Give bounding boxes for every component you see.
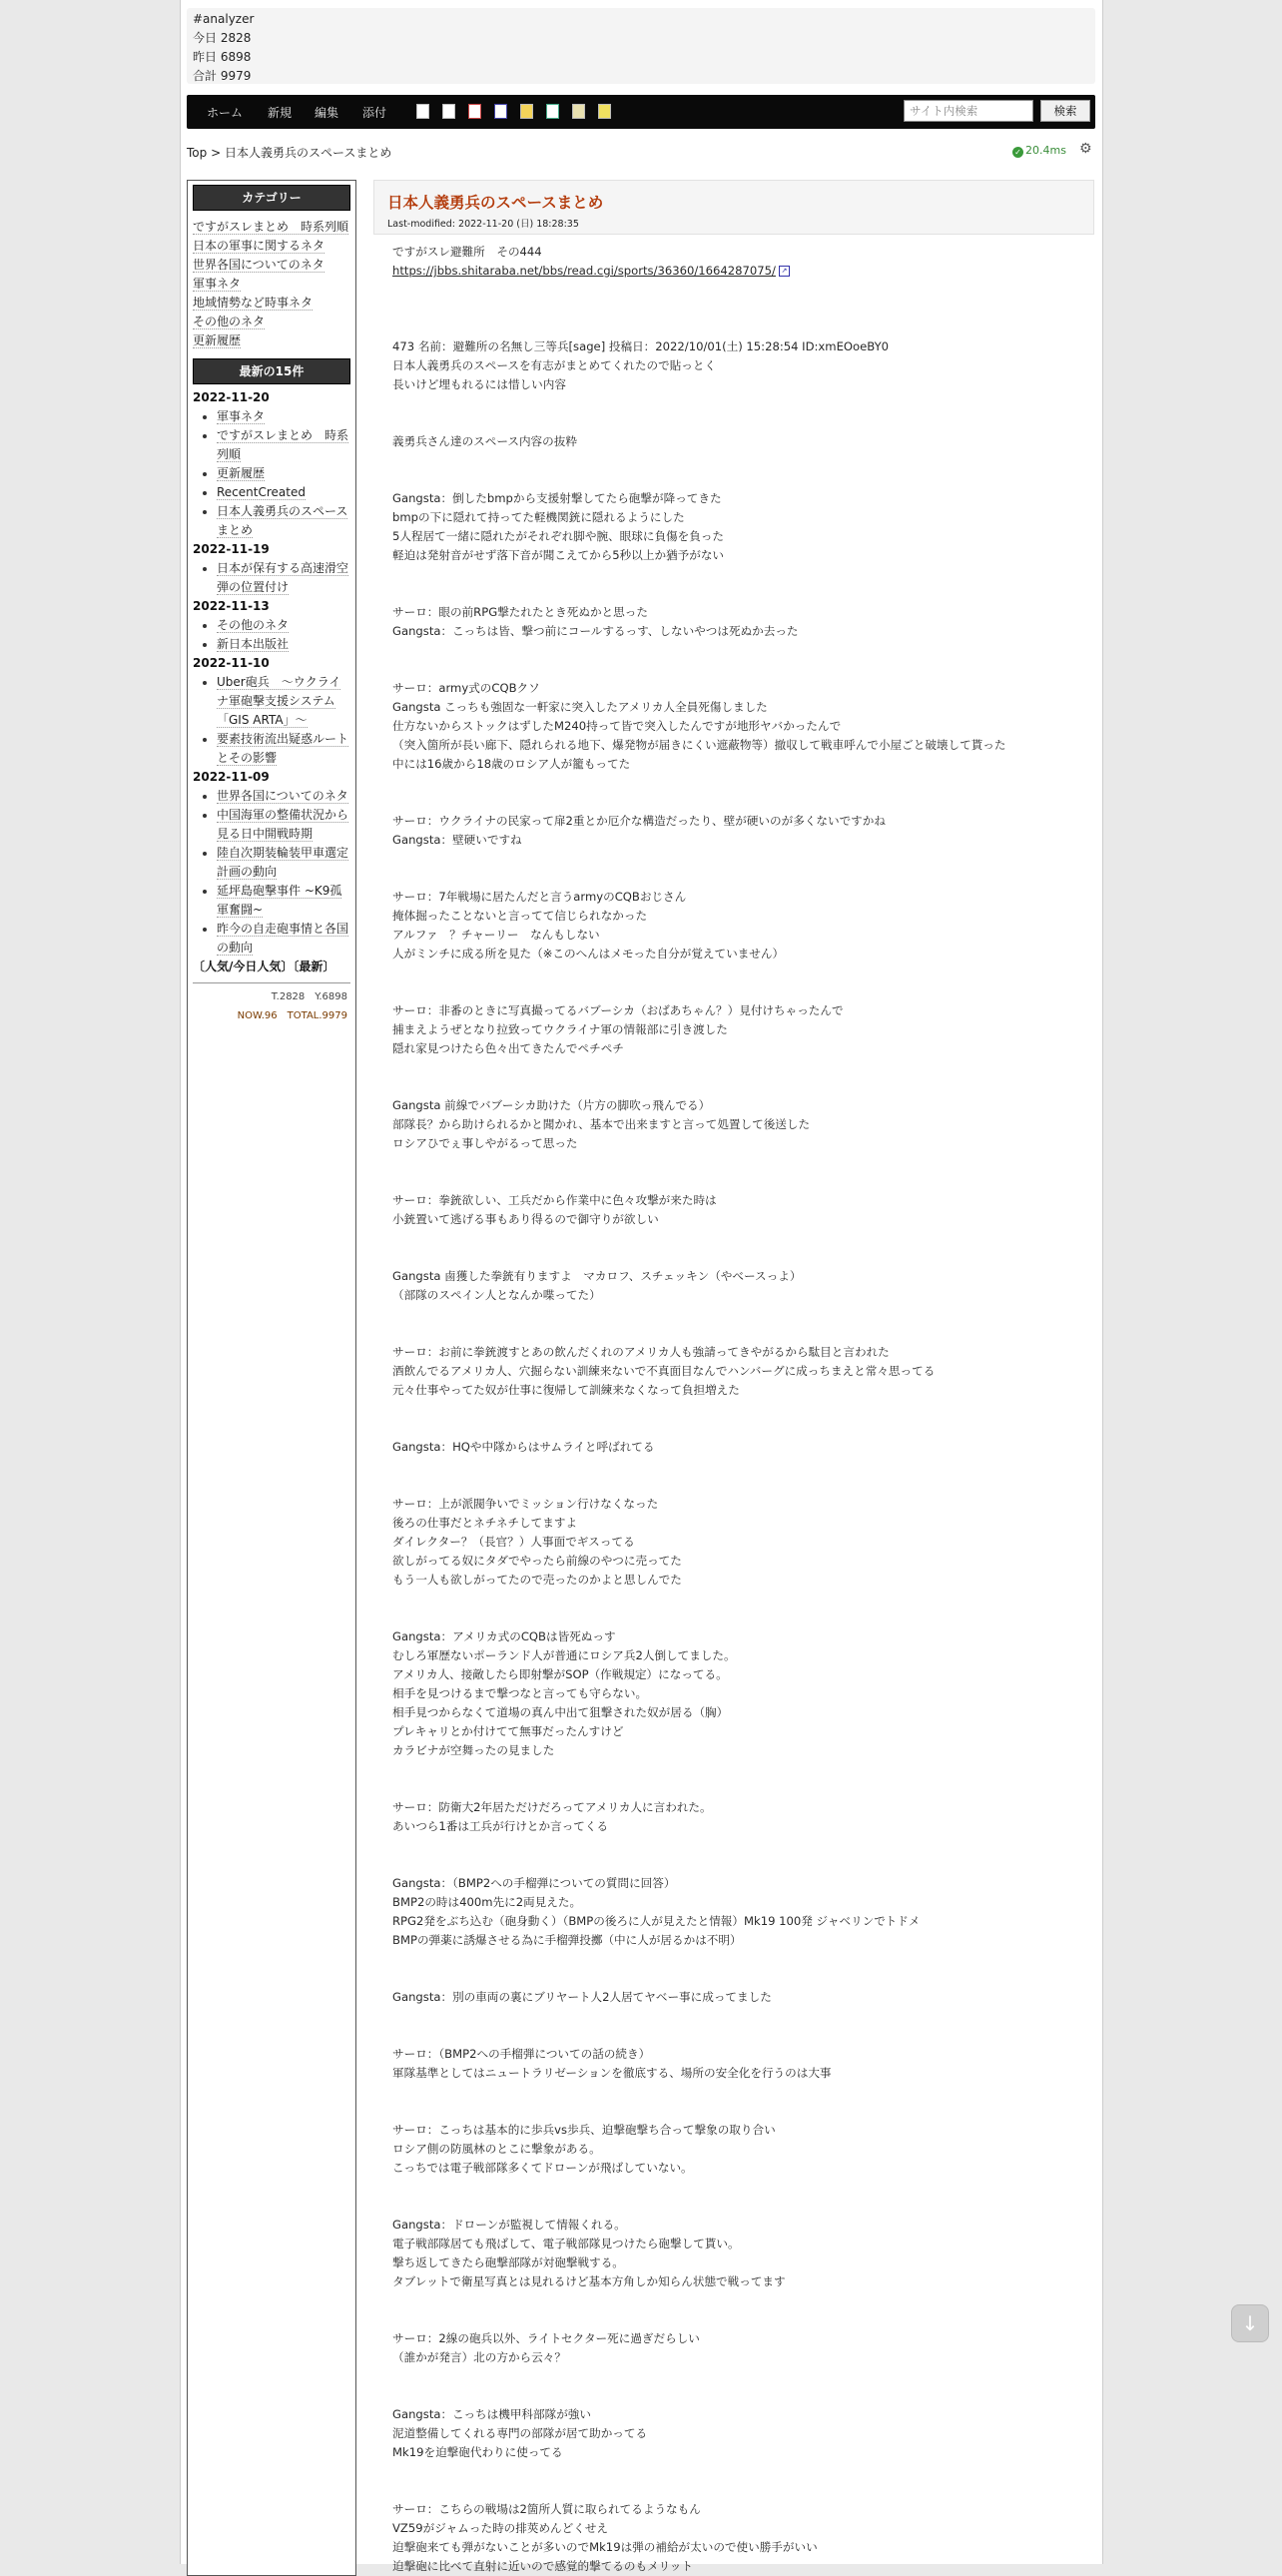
blank-line [392,451,1091,470]
blank-line [392,1058,1091,1077]
body-line: 迫撃砲に比べて直射に近いので感覚的撃てるのもメリット [392,2559,693,2573]
category-list [188,215,355,354]
blank-line [392,470,1091,489]
blank-line [392,1609,1091,1627]
blank-line [392,1950,1091,1969]
list-icon[interactable] [546,104,559,119]
sidebar-divider [193,982,350,983]
blank-line [392,1172,1091,1191]
breadcrumb-top-link[interactable]: Top [187,146,208,160]
blank-line [392,281,1091,300]
counter-now: NOW.96 TOTAL.9979 [237,1010,347,1021]
recent-link[interactable]: 日本人義勇兵のスペースまとめ [217,504,348,537]
category-heading: カテゴリー [193,185,350,211]
analyzer-total: 合計 9979 [193,69,252,83]
body-line: 欲しがってる奴にタダでやったら前線のやつに売ってた [392,1554,682,1568]
blank-line [392,300,1091,319]
body-line: アルファ ？チャーリー なんもしない [392,928,600,942]
blank-line [392,1077,1091,1096]
blank-line [392,2102,1091,2121]
body-line: 捕まえようぜとなり拉致ってウクライナ軍の情報部に引き渡した [392,1022,728,1036]
recent-list [188,673,355,768]
help-icon[interactable] [598,104,611,119]
body-line: サーロ：（BMP2への手榴弾についての話の続き） [392,2047,651,2061]
blank-line [392,793,1091,812]
body-line: 泥道整備してくれる専門の部隊が居て助かってる [392,2426,648,2440]
body-line: 隠れ家見つけたら色々出てきたんでペチペチ [392,1041,624,1055]
recent-date: 2022-11-19 [193,542,270,556]
blank-line [392,584,1091,603]
body-line: Gangsta：別の車両の裏にブリヤート人2人居てヤベー事に成ってました [392,1990,772,2004]
blank-line [392,660,1091,679]
recent-link[interactable]: 中国海軍の整備状況から見る日中開戦時期 [217,808,349,841]
recent-list [188,616,355,654]
blank-line [392,2481,1091,2500]
body-line: サーロ：2線の砲兵以外、ライトセクター死に過ぎだらしい [392,2331,700,2345]
body-line: 日本人義勇兵のスペースを有志がまとめてくれたので貼っとく [392,358,717,372]
recent-list [188,787,355,958]
recent-list [188,407,355,540]
recent-link[interactable]: 更新履歴 [217,466,266,480]
recent-link[interactable]: 軍事ネタ [217,409,266,423]
pdf-icon[interactable] [468,104,481,119]
recent-link[interactable]: 昨今の自走砲事情と各国の動向 [217,922,349,955]
backup-icon[interactable] [442,104,455,119]
body-line: サーロ：非番のときに写真撮ってるバブーシカ（おばあちゃん？）見付けちゃったんで [392,1003,844,1017]
blank-line [392,2007,1091,2026]
body-line: Gangsta：ドローンが監視して情報くれる。 [392,2218,626,2232]
body-line: タブレットで衛星写真とは見れるけど基本方角しか知らん状態で戦ってます [392,2274,786,2288]
body-line: サーロ：7年戦場に居たんだと言うarmyのCQBおじさん [392,890,687,904]
body-line: （突入箇所が長い廊下、隠れられる地下、爆発物が届きにくい遮蔽物等）撤収して戦車呼んで小屋ごと破壊して貰った [392,738,1006,752]
blank-line [392,1476,1091,1495]
blank-line [392,1229,1091,1248]
body-line: サーロ：拳銃欲しい、工兵だから作業中に色々攻撃が来た時は [392,1193,717,1207]
blank-line [392,2367,1091,2386]
attach-icon[interactable] [520,104,533,119]
blank-line [392,774,1091,793]
recent-link[interactable]: Uber砲兵 ～ウクライナ軍砲撃支援システム「GIS ARTA」～ [217,675,341,727]
last-modified: Last-modified: 2022-11-20 (日) 18:28:35 [387,219,579,230]
page-wrapper [180,0,1103,2573]
blank-line [392,850,1091,869]
breadcrumb [187,144,391,161]
blank-line [392,1760,1091,1779]
category-link[interactable]: 世界各国についてのネタ [193,258,324,272]
blank-line [392,1457,1091,1476]
body-line: サーロ：防衛大2年居ただけだろってアメリカ人に言われた。 [392,1800,712,1814]
body-line: 人がミンチに成る所を見た（※このへんはメモった自分が覚えていません） [392,947,785,961]
check-icon: ✓ [1012,147,1023,158]
body-line: Gangsta 前線でバブーシカ助けた（片方の脚吹っ飛んでる） [392,1098,711,1112]
body-line: 軽迫は発射音がせず落下音が聞こえてから5秒以上か猶予がない [392,548,725,562]
recent-link[interactable]: 新日本出版社 [217,637,290,651]
render-time-value: 20.4ms [1025,144,1066,157]
body-line: ロシア側の防風林のとこに撃象がある。 [392,2142,601,2156]
render-time [1012,144,1066,158]
body-line: サーロ：眼の前RPG撃たれたとき死ぬかと思った [392,605,648,619]
body-line: Mk19を迫撃砲代わりに使ってる [392,2445,563,2459]
blank-line [392,964,1091,982]
recent-link[interactable]: ですがスレまとめ 時系列順 [217,428,349,461]
title-box [373,180,1094,235]
category-link[interactable]: 軍事ネタ [193,277,242,291]
body-line [392,262,1091,281]
body-line: 中には16歳から18歳のロシア人が籠もってた [392,757,631,771]
body-line: 473 名前：避難所の名無し三等兵[sage] 投稿日：2022/10/01(土) 15:28:54 ID:xmEOoeBY0 [392,339,890,353]
body-line: カラビナが空舞ったの見ました [392,1743,555,1757]
body-line: Gangsta：倒したbmpから支援射撃してたら砲撃が降ってきた [392,491,722,505]
body-line: Gangsta：こっちは機甲科部隊が強い [392,2407,591,2421]
analyzer-yesterday: 昨日 6898 [193,50,252,64]
body-line: むしろ軍歴ないポーランド人が普通にロシア兵2人倒してました。 [392,1648,736,1662]
body-line: こっちでは電子戦部隊多くてドローンが飛ばしていない。 [392,2161,693,2175]
body-line: サーロ：ウクライナの民家って扉2重とか厄介な構造だったり、壁が硬いのが多くないですかね [392,814,886,828]
nav-attach-link[interactable]: 添付 [362,106,387,120]
body-line: 後ろの仕事だとネチネチしてますよ [392,1516,578,1530]
body-line: 義勇兵さん達のスペース内容の抜粋 [392,434,577,448]
nav-edit-link[interactable]: 編集 [315,106,339,120]
blank-line [392,869,1091,888]
blank-line [392,2310,1091,2329]
recent-date: 2022-11-20 [193,390,270,404]
body-line: あいつら1番は工兵が行けとか言ってくる [392,1819,609,1833]
blank-line [392,1590,1091,1609]
body-line: 電子戦部隊居ても飛ばして、電子戦部隊見つけたら砲撃して貰い。 [392,2237,740,2251]
body-line: ですがスレ避難所 その444 [392,245,542,259]
analyzer-today: 今日 2828 [193,31,252,45]
body-line: Gangsta：（BMP2への手榴弾についての質問に回答） [392,1876,676,1890]
breadcrumb-separator: > [207,146,225,160]
body-line: もう一人も欲しがってたので売ったのかよと思しんでた [392,1573,682,1587]
body-line: 元々仕事やってた奴が仕事に復帰して訓練来なくなって負担増えた [392,1383,740,1397]
body-line: 仕方ないからストックはずしたM240持って皆で突入したんですが地形ヤバかったんで [392,719,842,733]
category-link[interactable]: その他のネタ [193,315,266,328]
body-line: VZ59がジャムった時の排莢めんどくせえ [392,2521,609,2535]
body-line: プレキャリとか付けてて無事だったんすけど [392,1724,624,1738]
diff-icon[interactable] [416,104,429,119]
blank-line [392,2386,1091,2405]
body-line: （部隊のスペイン人となんか喋ってた） [392,1288,601,1302]
blank-line [392,2291,1091,2310]
body-line: 撃ち返してきたら砲撃部隊が対砲撃戦する。 [392,2255,624,2269]
recent-link[interactable]: 陸自次期装輪装甲車選定計画の動向 [217,846,349,879]
body-line: Gangsta：こっちは皆、撃つ前にコールするっす、しないやつは死ぬか去った [392,624,799,638]
body-line: Gangsta 鹵獲した拳銃有りますよ マカロフ、スチェッキン（やべースっよ） [392,1269,802,1283]
blank-line [392,1248,1091,1267]
recent-date: 2022-11-10 [193,656,270,670]
body-line: サーロ：こっちは基本的に歩兵vs歩兵、迫撃砲撃ち合って撃象の取り合い [392,2123,776,2137]
access-analyzer [187,8,1095,84]
blank-line [392,1400,1091,1419]
body-line: 掩体掘ったことないと言ってて信じられなかった [392,909,648,923]
site-search-input[interactable] [904,100,1033,122]
recent-link[interactable]: 日本が保有する高速滑空弾の位置付け [217,561,349,594]
search-list-icon[interactable] [572,104,585,119]
blank-line [392,2462,1091,2481]
category-link[interactable]: ですがスレまとめ 時系列順 [193,220,349,234]
body-line: Gangsta：HQや中隊からはサムライと呼ばれてる [392,1440,655,1454]
blank-line [392,1855,1091,1874]
body-line: 小銃置いて逃げる事もあり得るので御守りが欲しい [392,1212,659,1226]
body-line: 部隊長？から助けられるかと聞かれ、基本で出来ますと言って処置して後送した [392,1117,811,1131]
blank-line [392,2083,1091,2102]
blank-line [392,319,1091,337]
counter-totals: T.2828 Y.6898 [271,991,347,1002]
recent-link[interactable]: RecentCreated [217,485,306,499]
recent-link[interactable]: 要素技術流出疑惑ルートとその影響 [217,732,349,765]
rename-icon[interactable] [494,104,507,119]
top-navbar [187,95,1095,129]
body-line: ダイレクター？（長官？）人事面でギスってる [392,1535,635,1549]
body-line: （誰かが発言）北の方から云々？ [392,2350,566,2364]
analyzer-name: #analyzer [193,12,255,26]
blank-line [392,1324,1091,1343]
body-line: Gangsta：アメリカ式のCQBは皆死ぬっす [392,1629,616,1643]
page-title: 日本人義勇兵のスペースまとめ [387,194,604,212]
body-line: アメリカ人、接敵したら即射撃がSOP（作戦規定）になってる。 [392,1667,728,1681]
gear-icon[interactable]: ⚙ [1079,141,1092,157]
body-line: 長いけど埋もれるには惜しい内容 [392,377,566,391]
body-line: 酒飲んでるアメリカ人、穴掘らない訓練来ないで不真面目なんでハンバーグに成っちまえと常々思ってる [392,1364,936,1378]
body-line: BMPの弾薬に誘爆させる為に手榴弾投擲（中に人が居るかは不明） [392,1933,742,1947]
recent-link[interactable]: 世界各国についてのネタ [217,789,348,803]
body-line: 軍隊基準としてはニュートラリゼーションを徹底する、場所の安全化を行うのは大事 [392,2066,832,2080]
blank-line [392,413,1091,432]
blank-line [392,1419,1091,1438]
recent-list [188,559,355,597]
body-line: サーロ：army式のCQBクソ [392,681,540,695]
blank-line [392,394,1091,413]
body-line: 5人程居て一緒に隠れたがそれぞれ脚や腕、眼球に負傷を負った [392,529,725,543]
nav-home-link[interactable]: ホーム [207,106,244,120]
breadcrumb-current: 日本人義勇兵のスペースまとめ [224,146,392,160]
recent-link[interactable]: 延坪島砲撃事件 ~K9孤軍奮闘~ [217,884,342,917]
blank-line [392,641,1091,660]
main-content [373,180,1097,2576]
recent-link[interactable]: その他のネタ [217,618,290,632]
blank-line [392,1153,1091,1172]
body-line: ロシアひでぇ事しやがるって思った [392,1136,578,1150]
sidebar [187,180,356,2576]
blank-line [392,565,1091,584]
blank-line [392,2178,1091,2197]
scroll-down-button[interactable]: ↓ [1231,2304,1269,2342]
article-body [392,243,1091,2576]
blank-line [392,2197,1091,2216]
body-line: Gangsta こっちも強固な一軒家に突入したアメリカ人全員死傷しました [392,700,768,714]
body-line: BMP2の時は400m先に2両見えた。 [392,1895,582,1909]
category-link[interactable]: 地域情勢など時事ネタ [193,296,314,310]
body-line: 相手を見つけるまで撃つなと言っても守らない。 [392,1686,648,1700]
body-line: 迫撃砲来ても弾がないことが多いのでMk19は弾の補給が太いので使い勝手がいい [392,2540,818,2554]
blank-line [392,1836,1091,1855]
popular-links[interactable]: 〔人気/今日人気〕〔最新〕 [193,960,335,973]
external-link-icon[interactable]: ↗ [779,266,790,277]
body-line: bmpの下に隠れて持ってた軽機関銃に隠れるようにした [392,510,685,524]
body-line: サーロ：上が派閥争いでミッション行けなくなった [392,1497,659,1511]
search-button[interactable]: 検索 [1040,100,1090,122]
recent-heading: 最新の15件 [193,358,350,384]
body-line: RPG2発をぶち込む（砲身動く）（BMPの後ろに人が見えたと情報）Mk19 100発 ジャベリンでトドメ [392,1914,921,1928]
blank-line [392,1305,1091,1324]
blank-line [392,2026,1091,2045]
thread-link[interactable]: https://jbbs.shitaraba.net/bbs/read.cgi/sports/36360/1664287075/ [392,264,776,278]
blank-line [392,982,1091,1001]
recent-date: 2022-11-13 [193,599,270,613]
body-line: 相手見つからなくて道場の真ん中出て狙撃された奴が居る（胸） [392,1705,729,1719]
nav-new-link[interactable]: 新規 [268,106,293,120]
blank-line [392,1969,1091,1988]
body-line: Gangsta：壁硬いですね [392,833,522,847]
recent-date: 2022-11-09 [193,770,270,784]
category-link[interactable]: 更新履歴 [193,333,242,347]
category-link[interactable]: 日本の軍事に関するネタ [193,239,325,253]
body-line: サーロ：こちらの戦場は2箇所人質に取られてるようなもん [392,2502,701,2516]
blank-line [392,1779,1091,1798]
body-line: サーロ：お前に拳銃渡すとあの飲んだくれのアメリカ人も強請ってきやがるから駄目と言われた [392,1345,890,1359]
